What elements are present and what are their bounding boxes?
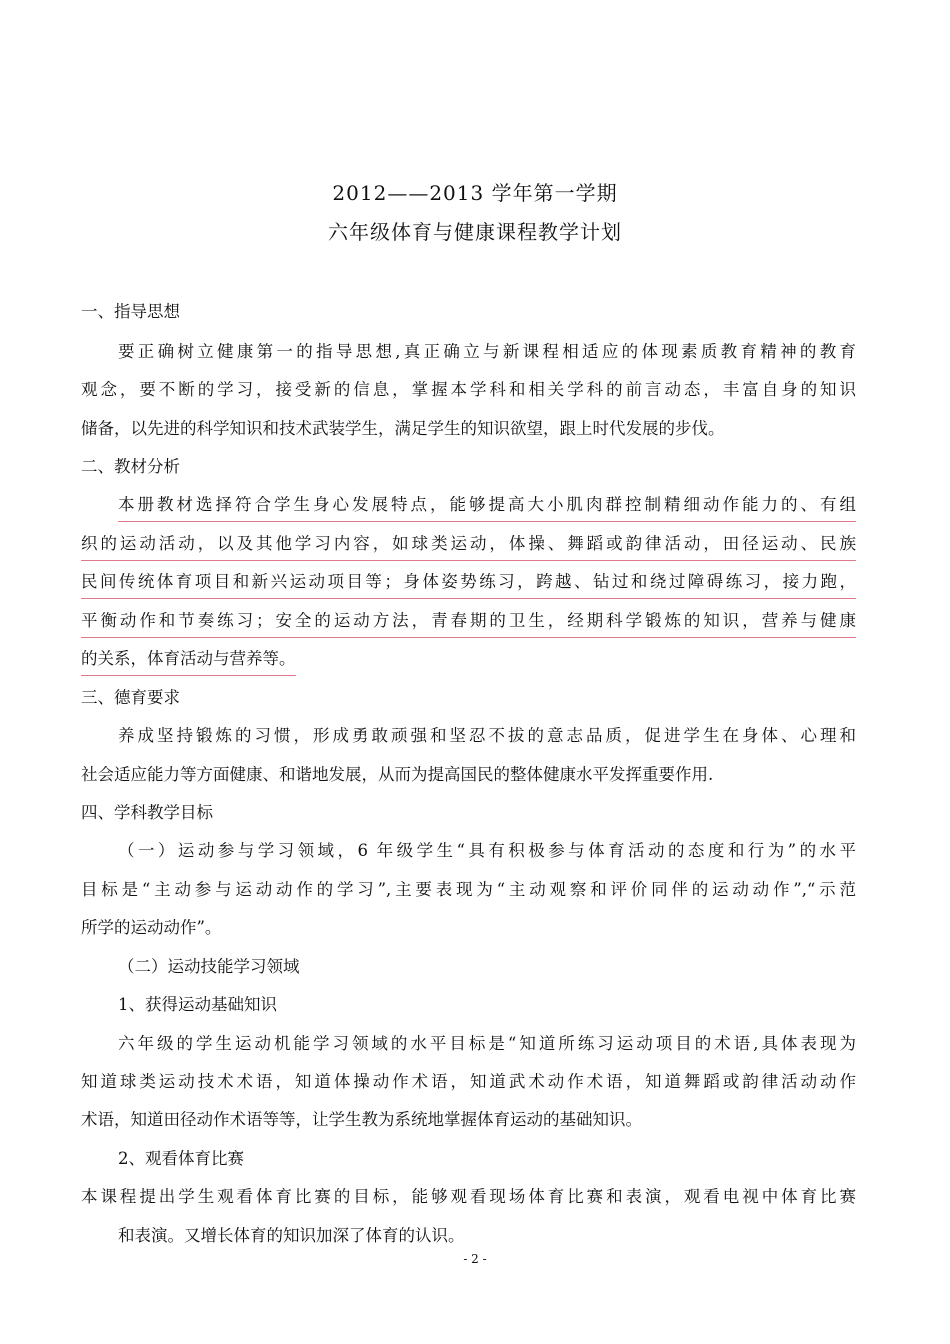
page-number: - 2 - bbox=[463, 1252, 487, 1266]
section-heading: 四、学科教学目标 bbox=[81, 803, 213, 822]
highlighted-line: 织的运动活动，以及其他学习内容，如球类运动，体操、舞蹈或韵律活动，田径运动、民族 bbox=[81, 532, 856, 561]
paragraph-line: （一）运动参与学习领域，6 年级学生“具有积极参与体育活动的态度和行为”的水平 bbox=[118, 841, 856, 860]
item-heading: 1、获得运动基础知识 bbox=[118, 995, 277, 1014]
paragraph-line: 术语，知道田径动作术语等等，让学生教为系统地掌握体育运动的基础知识。 bbox=[81, 1110, 642, 1129]
paragraph-line: 本课程提出学生观看体育比赛的目标，能够观看现场体育比赛和表演，观看电视中体育比赛 bbox=[81, 1187, 856, 1206]
paragraph-line: 要正确树立健康第一的指导思想,真正确立与新课程相适应的体现素质教育精神的教育 bbox=[118, 342, 856, 361]
paragraph-line: 养成坚持锻炼的习惯，形成勇敢顽强和坚忍不拔的意志品质，促进学生在身体、心理和 bbox=[118, 726, 856, 745]
paragraph-line: 观念，要不断的学习，接受新的信息，掌握本学科和相关学科的前言动态，丰富自身的知识 bbox=[81, 380, 856, 399]
paragraph-line: 储备，以先进的科学知识和技术武装学生，满足学生的知识欲望，跟上时代发展的步伐。 bbox=[81, 419, 725, 438]
section-heading: 一、指导思想 bbox=[81, 302, 180, 321]
document-title-year: 2012——2013 学年第一学期 bbox=[332, 181, 618, 205]
highlighted-line: 本册教材选择符合学生身心发展特点，能够提高大小肌肉群控制精细动作能力的、有组 bbox=[118, 493, 856, 522]
paragraph-line: 知道球类运动技术术语，知道体操动作术语，知道武术动作术语，知道舞蹈或韵律活动动作 bbox=[81, 1072, 856, 1091]
section-heading: 二、教材分析 bbox=[81, 457, 180, 476]
paragraph-line: 六年级的学生运动机能学习领域的水平目标是“知道所练习运动项目的术语,具体表现为 bbox=[118, 1034, 856, 1053]
item-heading: 2、观看体育比赛 bbox=[118, 1149, 244, 1168]
subsection-heading: （二）运动技能学习领域 bbox=[118, 957, 300, 976]
highlighted-line: 平衡动作和节奏练习；安全的运动方法，青春期的卫生，经期科学锻炼的知识，营养与健康 bbox=[81, 609, 856, 638]
paragraph-line: 社会适应能力等方面健康、和谐地发展，从而为提高国民的整体健康水平发挥重要作用. bbox=[81, 765, 714, 784]
paragraph-line: 和表演。又增长体育的知识加深了体育的认识。 bbox=[118, 1226, 465, 1245]
highlighted-line: 的关系，体育活动与营养等。 bbox=[81, 647, 296, 676]
highlighted-line: 民间传统体育项目和新兴运动项目等；身体姿势练习，跨越、钻过和绕过障碍练习，接力跑， bbox=[81, 570, 856, 599]
paragraph-line: 所学的运动动作”。 bbox=[81, 918, 222, 937]
section-heading: 三、德育要求 bbox=[81, 688, 180, 707]
paragraph-line: 目标是“主动参与运动动作的学习”,主要表现为“主动观察和评价同伴的运动动作”,“示范 bbox=[81, 880, 856, 899]
document-title: 六年级体育与健康课程教学计划 bbox=[328, 220, 622, 244]
